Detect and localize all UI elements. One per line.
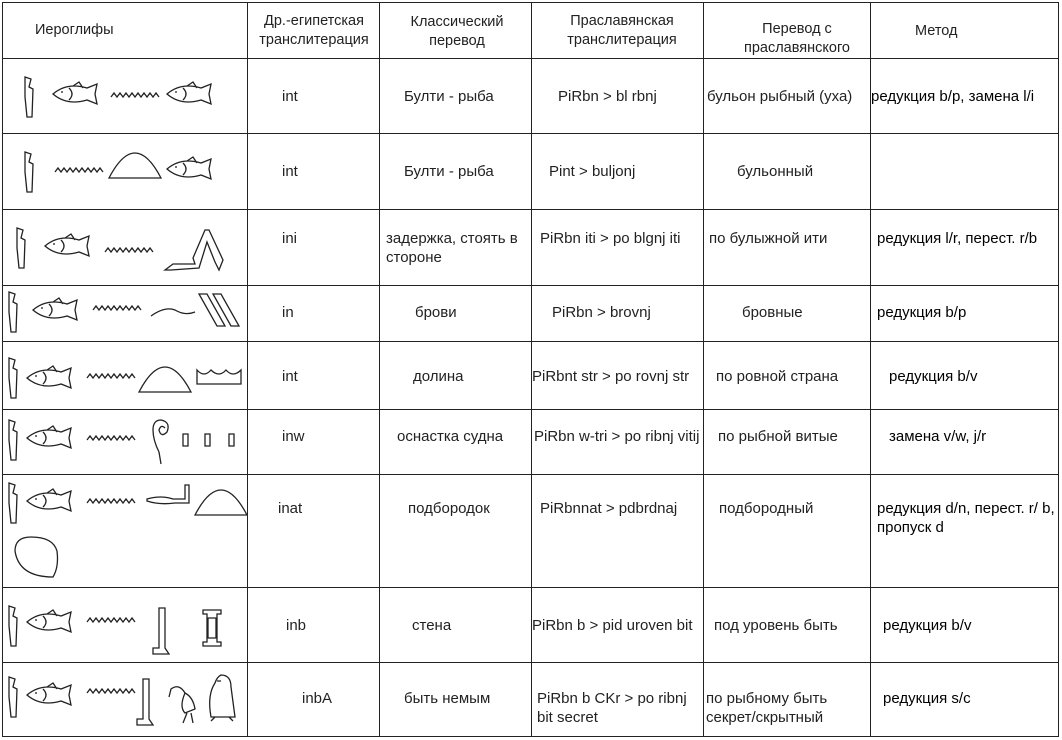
hieroglyph-cell [3,475,248,588]
header-classic-text: Классический перевод [410,14,504,49]
hieroglyph-group [3,286,248,342]
translation-cell [704,342,871,410]
fish-icon [45,234,89,256]
egyptian-cell-text: in [282,304,294,321]
proto-slavic-cell [532,342,704,410]
classic-translation-cell-text: стена [412,617,452,634]
classic-translation-cell-text: подбородок [408,500,490,517]
egyptian-cell-text: inb [286,617,307,634]
method-cell [871,210,1059,286]
proto-slavic-cell-text: PiRbnnat > pdbrdnaj [540,500,678,517]
header-hieroglyphs-text: Иероглифы [35,22,114,38]
method-cell [871,588,1059,663]
owl-icon [210,675,235,721]
water-ripple-icon [105,248,153,252]
canal-icon [197,370,241,384]
hieroglyph-cell [3,342,248,410]
header-method-text: Метод [915,23,958,39]
method-cell [871,342,1059,410]
translation-cell-text: бровные [742,304,803,321]
classic-translation-cell-text: оснастка судна [397,428,504,445]
fish-icon [53,82,97,104]
reed-leaf-icon [9,483,17,523]
egyptian-cell-text: ini [282,230,298,247]
method-cell-text: редукция b/p [877,304,967,321]
classic-translation-cell [380,588,532,663]
method-cell [871,475,1059,588]
table-row [3,134,1059,210]
egyptian-cell [248,286,380,342]
ibis-icon [169,687,195,723]
egyptian-cell [248,59,380,134]
translation-cell-text: по рыбной витые [718,428,838,445]
rope-coil-icon [153,420,168,464]
translation-cell-text: под уровень быть [714,617,838,634]
egyptian-cell [248,663,380,737]
hieroglyph-cell [3,59,248,134]
fish-icon [27,683,71,705]
table-row [3,410,1059,475]
egyptian-cell-text: int [282,88,298,105]
proto-slavic-cell [532,210,704,286]
water-ripple-icon [87,689,135,693]
method-cell-text: редукция b/v [889,368,978,385]
translation-cell-text: по рыбному быть секрет/скрытный [706,690,828,726]
reed-leaf-icon [17,228,25,268]
proto-slavic-cell-text: PiRbn iti > po blgnj iti [540,230,681,247]
header-method [871,3,1059,59]
translation-cell [704,134,871,210]
hieroglyph-group [3,134,248,210]
reed-leaf-icon [9,358,17,398]
translation-cell [704,588,871,663]
water-ripple-icon [87,499,135,503]
translation-cell [704,59,871,134]
header-egyptian-text: Др.-египетская транслитерация [259,13,369,48]
hieroglyph-table [2,2,1059,737]
egyptian-cell [248,342,380,410]
hieroglyph-group [3,475,248,588]
classic-translation-cell-text: быть немым [404,690,491,707]
table-row [3,663,1059,737]
reed-leaf-icon [9,606,17,646]
classic-translation-cell-text: долина [413,368,464,385]
header-egyptian [248,3,380,59]
egyptian-cell-text: inat [278,500,303,517]
proto-slavic-cell-text: PiRbn w-tri > po ribnj vitij [534,428,700,445]
fish-icon [27,489,71,511]
hieroglyph-group [3,663,248,737]
table-row [3,588,1059,663]
translation-cell-text: бульонный [737,163,814,180]
bread-loaf-icon [109,153,161,178]
method-cell-text: редукция b/p, замена l/i [871,88,1035,105]
water-ripple-icon [111,93,159,97]
classic-translation-cell [380,59,532,134]
boot-leg-icon [153,608,169,654]
hieroglyph-cell [3,410,248,475]
arm-icon [147,485,189,504]
header-proto-slavic [532,3,704,59]
classic-translation-cell [380,475,532,588]
fish-icon [27,366,71,388]
classic-translation-cell [380,286,532,342]
reed-leaf-icon [25,77,33,117]
bread-loaf-icon [195,490,247,515]
translation-cell [704,286,871,342]
hieroglyph-group [3,342,248,410]
hieroglyph-group [3,59,248,134]
translation-cell [704,410,871,475]
fish-icon [27,426,71,448]
water-ripple-icon [87,436,135,440]
reed-leaf-icon [9,292,17,332]
method-cell-text: редукция s/c [883,690,971,707]
water-ripple-icon [55,168,103,172]
method-cell [871,134,1059,210]
classic-translation-cell-text: Булти - рыба [404,163,494,180]
hieroglyph-group [3,410,248,475]
method-cell-text: замена v/w, j/r [889,428,987,445]
proto-slavic-cell [532,475,704,588]
classic-translation-cell [380,342,532,410]
egyptian-cell [248,210,380,286]
table-row [3,210,1059,286]
header-classic [380,3,532,59]
fish-icon [27,610,71,632]
translation-cell-text: подбородный [719,500,814,517]
classic-translation-cell-text: Булти - рыба [404,88,494,105]
table-row [3,59,1059,134]
water-ripple-icon [87,374,135,378]
method-cell [871,59,1059,134]
header-proto-slavic-text: Праславянская транслитерация [567,13,677,48]
egyptian-cell-text: int [282,163,298,180]
table-row [3,286,1059,342]
hieroglyph-group [3,210,248,286]
proto-slavic-cell-text: PiRbn > brovnj [552,304,651,321]
egyptian-cell [248,410,380,475]
leaf-drop-icon [15,537,58,577]
proto-slavic-cell [532,134,704,210]
header-hieroglyphs [3,3,248,59]
bread-loaf-icon [139,367,191,392]
proto-slavic-cell-text: PiRbn b > pid uroven bit [532,617,693,634]
method-cell-text: редукция l/r, перест. r/b [877,230,1038,247]
hieroglyph-cell [3,588,248,663]
classic-translation-cell [380,663,532,737]
egyptian-cell [248,588,380,663]
header-translation [704,3,871,59]
translation-cell [704,663,871,737]
reed-leaf-icon [9,420,17,460]
hieroglyph-cell [3,134,248,210]
proto-slavic-cell [532,286,704,342]
method-cell-text: редукция d/n, перест. r/ b, пропуск d [877,500,1055,536]
proto-slavic-cell-text: Pint > buljonj [549,163,636,180]
egyptian-cell-text: int [282,368,298,385]
boot-leg-icon [137,679,153,725]
fish-icon [33,298,77,320]
double-stroke-icon [199,294,239,326]
proto-slavic-cell-text: PiRbn b CKr > po ribnj bit secret [537,690,687,726]
hair-stroke-icon [151,309,195,316]
translation-cell [704,210,871,286]
translation-cell [704,475,871,588]
proto-slavic-cell [532,588,704,663]
fish-icon [167,82,211,104]
table-row [3,475,1059,588]
proto-slavic-cell-text: PiRbnt str > po rovnj str [532,368,690,385]
water-ripple-icon [93,306,141,310]
egyptian-cell [248,134,380,210]
proto-slavic-cell-text: PiRbn > bl rbnj [558,88,657,105]
wall-enclosure-icon [203,610,221,646]
table-row [3,342,1059,410]
classic-translation-cell [380,210,532,286]
method-cell-text: редукция b/v [883,617,972,634]
method-cell [871,410,1059,475]
walking-legs-icon [165,230,223,270]
translation-cell-text: по булыжной ити [709,230,828,247]
proto-slavic-cell [532,410,704,475]
reed-leaf-icon [9,677,17,717]
fish-icon [167,157,211,179]
header-row [3,3,1059,59]
classic-translation-cell-text: брови [415,304,457,321]
hieroglyph-group [3,588,248,663]
plural-strokes-icon [183,434,234,446]
hieroglyph-cell [3,210,248,286]
proto-slavic-cell [532,663,704,737]
hieroglyph-cell [3,286,248,342]
classic-translation-cell [380,410,532,475]
egyptian-cell [248,475,380,588]
egyptian-cell-text: inbA [302,690,333,707]
reed-leaf-icon [25,152,33,192]
method-cell [871,286,1059,342]
header-translation-text: Перевод с праславянского [743,21,850,56]
classic-translation-cell-text: задержка, стоять в стороне [386,230,518,266]
hieroglyph-cell [3,663,248,737]
method-cell [871,663,1059,737]
water-ripple-icon [87,618,135,622]
classic-translation-cell [380,134,532,210]
proto-slavic-cell [532,59,704,134]
translation-cell-text: бульон рыбный (уха) [707,88,853,105]
translation-cell-text: по ровной страна [716,368,839,385]
egyptian-cell-text: inw [282,428,305,445]
